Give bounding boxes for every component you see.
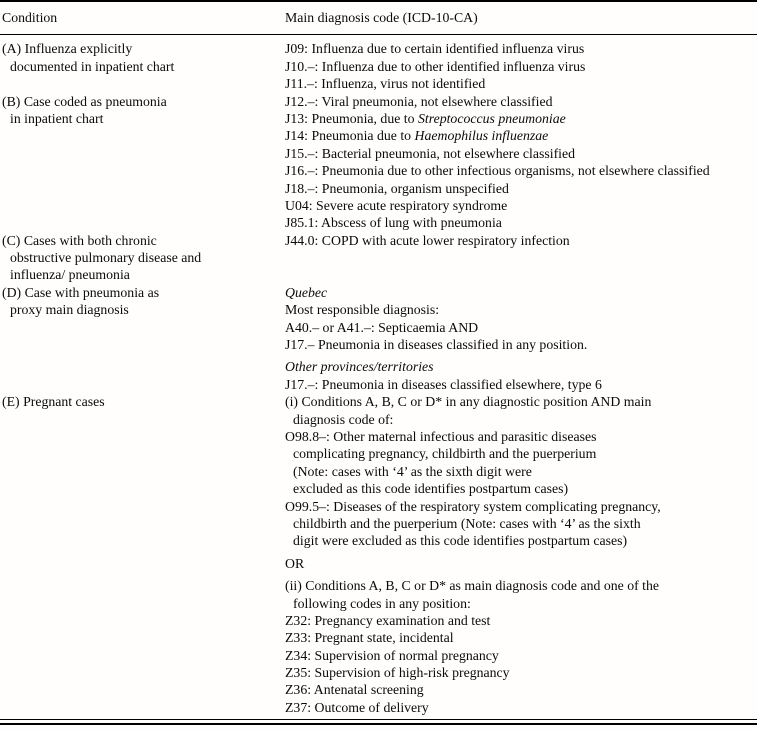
condition-cell: [0, 284, 285, 319]
text-line: [285, 463, 757, 480]
diagnosis-codes-cell: [285, 232, 757, 249]
text-segment: J15.–: Bacterial pneumonia, not elsewhere classified: [285, 145, 576, 161]
text-line: [285, 595, 757, 612]
table-row: [0, 93, 757, 232]
text-segment: J13: Pneumonia, due to: [285, 110, 418, 126]
condition-cell: [0, 393, 285, 410]
text-segment: J17.–: Pneumonia in diseases classified elsewhere, type 6: [285, 376, 602, 392]
text-line: [2, 58, 285, 75]
text-line: [285, 40, 757, 57]
text-segment: diagnosis code of:: [293, 411, 394, 427]
table-header-row: [0, 2, 757, 35]
diagnosis-codes-cell: [285, 40, 757, 92]
table-body: [0, 35, 757, 716]
text-line: [2, 93, 285, 110]
text-line: [285, 647, 757, 664]
text-segment: documented in inpatient chart: [10, 58, 175, 74]
text-segment: J16.–: Pneumonia due to other infectious organisms, not elsewhere classified: [285, 163, 710, 179]
header-main-diagnosis-code: Main diagnosis code (ICD-10-CA): [285, 10, 478, 25]
text-segment: following codes in any position:: [293, 595, 471, 611]
text-segment: Z33: Pregnant state, incidental: [285, 630, 454, 646]
text-segment: O98.8–: Other maternal infectious and parasitic diseases: [285, 429, 597, 444]
text-line: [285, 664, 757, 681]
text-segment: (E) Pregnant cases: [2, 394, 105, 410]
condition-cell: [0, 232, 285, 284]
text-segment: J44.0: COPD with acute lower respiratory infection: [285, 232, 570, 248]
text-segment: O99.5–: Diseases of the respiratory system complicating pregnancy,: [285, 498, 661, 514]
text-line: [2, 284, 285, 301]
text-line: [285, 58, 757, 75]
text-segment: digit were excluded as this code identifies postpartum cases): [293, 533, 628, 549]
text-line: [285, 145, 757, 162]
text-line: [285, 445, 757, 462]
text-segment: (Note: cases with ‘4’ as the sixth digit were: [293, 463, 532, 479]
text-line: [285, 577, 757, 594]
text-line: [285, 629, 757, 646]
text-segment: J12.–: Viral pneumonia, not elsewhere classified: [285, 93, 553, 109]
text-segment: J18.–: Pneumonia, organism unspecified: [285, 180, 509, 196]
text-segment: Z32: Pregnancy examination and test: [285, 612, 491, 628]
text-line: [285, 532, 757, 549]
text-segment: Z34: Supervision of normal pregnancy: [285, 647, 499, 663]
text-line: [285, 336, 757, 353]
text-line: [285, 232, 757, 249]
text-segment: U04: Severe acute respiratory syndrome: [285, 197, 508, 213]
text-line: [285, 498, 757, 515]
table-row: [0, 232, 757, 284]
text-segment: J85.1: Abscess of lung with pneumonia: [285, 215, 502, 231]
text-segment: childbirth and the puerperium (Note: cases with ‘4’ as the sixth: [293, 515, 641, 531]
text-line: [285, 699, 757, 716]
text-segment: (A) Influenza explicitly: [2, 41, 133, 57]
text-line: [285, 555, 757, 572]
header-condition: Condition: [2, 10, 58, 25]
italic-text: Haemophilus influenzae: [414, 128, 549, 144]
text-segment: complicating pregnancy, childbirth and the puerperium: [293, 446, 597, 462]
text-line: [285, 681, 757, 698]
table-row: [0, 393, 757, 716]
text-segment: (D) Case with pneumonia as: [2, 284, 160, 300]
text-line: [2, 249, 285, 266]
text-line: [285, 376, 757, 393]
text-segment: Z36: Antenatal screening: [285, 682, 424, 698]
text-segment: J17.– Pneumonia in diseases classified in any position.: [285, 337, 588, 353]
text-line: [2, 301, 285, 318]
text-line: [285, 127, 757, 144]
text-segment: J11.–: Influenza, virus not identified: [285, 76, 486, 92]
text-line: [285, 358, 757, 375]
text-line: [285, 93, 757, 110]
text-line: [285, 180, 757, 197]
text-segment: influenza/ pneumonia: [10, 267, 130, 283]
text-segment: (ii) Conditions A, B, C or D* as main diagnosis code and one of the: [285, 578, 660, 594]
text-segment: Most responsible diagnosis:: [285, 302, 440, 318]
table-bottom-rule: [0, 719, 757, 725]
text-segment: Z35: Supervision of high-risk pregnancy: [285, 665, 510, 681]
text-segment: Z37: Outcome of delivery: [285, 699, 429, 715]
text-segment: J14: Pneumonia due to: [285, 128, 415, 144]
text-segment: proxy main diagnosis: [10, 302, 129, 318]
diagnosis-codes-cell: [285, 93, 757, 232]
text-line: [285, 284, 757, 301]
text-line: [2, 266, 285, 283]
text-line: [285, 110, 757, 127]
condition-cell: [0, 93, 285, 128]
text-segment: (C) Cases with both chronic: [2, 232, 157, 248]
text-line: [285, 612, 757, 629]
text-line: [285, 428, 757, 445]
text-line: [2, 232, 285, 249]
text-line: [285, 480, 757, 497]
text-line: [285, 214, 757, 231]
text-line: [285, 301, 757, 318]
text-segment: obstructive pulmonary disease and: [10, 250, 202, 266]
text-segment: J10.–: Influenza due to other identified influenza virus: [285, 58, 586, 74]
text-segment: (B) Case coded as pneumonia: [2, 93, 167, 109]
text-line: [285, 162, 757, 179]
text-line: [285, 319, 757, 336]
text-line: [285, 393, 757, 410]
text-line: [2, 110, 285, 127]
text-line: [285, 75, 757, 92]
italic-text: Quebec: [285, 284, 328, 300]
text-line: [285, 411, 757, 428]
diagnosis-codes-cell: [285, 284, 757, 393]
text-segment: OR: [285, 555, 305, 571]
table-row: [0, 40, 757, 92]
text-segment: (i) Conditions A, B, C or D* in any diagnostic position AND main: [285, 394, 652, 410]
text-segment: A40.– or A41.–: Septicaemia AND: [285, 319, 479, 335]
italic-text: Streptococcus pneumoniae: [417, 110, 566, 126]
text-line: [285, 197, 757, 214]
diagnosis-codes-cell: [285, 393, 757, 716]
text-line: [285, 515, 757, 532]
text-line: [2, 393, 285, 410]
table-row: [0, 284, 757, 393]
text-segment: J09: Influenza due to certain identified influenza virus: [285, 41, 585, 57]
text-segment: in inpatient chart: [10, 110, 104, 126]
text-line: [2, 40, 285, 57]
text-segment: excluded as this code identifies postpartum cases): [293, 481, 569, 497]
condition-cell: [0, 40, 285, 75]
italic-text: Other provinces/territories: [285, 359, 434, 375]
